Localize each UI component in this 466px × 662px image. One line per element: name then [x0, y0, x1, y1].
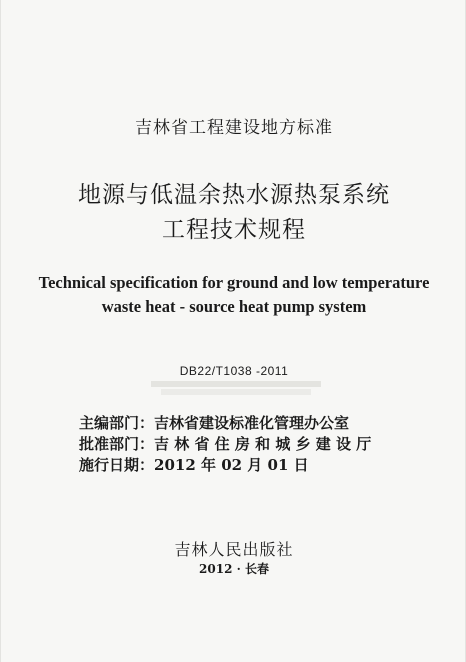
faded-print-band: [151, 381, 321, 387]
info-label: 施行日期：: [79, 456, 155, 474]
standard-code: DB22/T1038 -2011: [179, 364, 289, 378]
publication-year-place: 2012 · 长春: [199, 562, 269, 576]
info-label: 主编部门：: [79, 414, 155, 432]
info-label: 批准部门：: [79, 435, 155, 453]
info-value: 吉林省建设标准化管理办公室: [154, 414, 350, 432]
english-title-line-1: Technical specification for ground and low temperature: [38, 273, 430, 292]
editor-department-row: [79, 413, 371, 434]
chinese-title-line-1: 地源与低温余热水源热泵系统: [78, 182, 390, 208]
info-block: [79, 413, 371, 476]
publisher-name: 吉林人民出版社: [174, 540, 294, 559]
standard-series-label: 吉林省工程建设地方标准: [135, 118, 333, 138]
english-title-line-2: waste heat - source heat pump system: [101, 297, 367, 316]
info-value: 吉 林 省 住 房 和 城 乡 建 设 厅: [154, 435, 372, 453]
faded-print-band: [161, 389, 311, 395]
approval-department-row: [79, 434, 371, 455]
info-value: 2012 年 02 月 01 日: [154, 456, 309, 474]
effective-date-row: [79, 455, 371, 476]
chinese-title-line-2: 工程技术规程: [162, 217, 306, 243]
